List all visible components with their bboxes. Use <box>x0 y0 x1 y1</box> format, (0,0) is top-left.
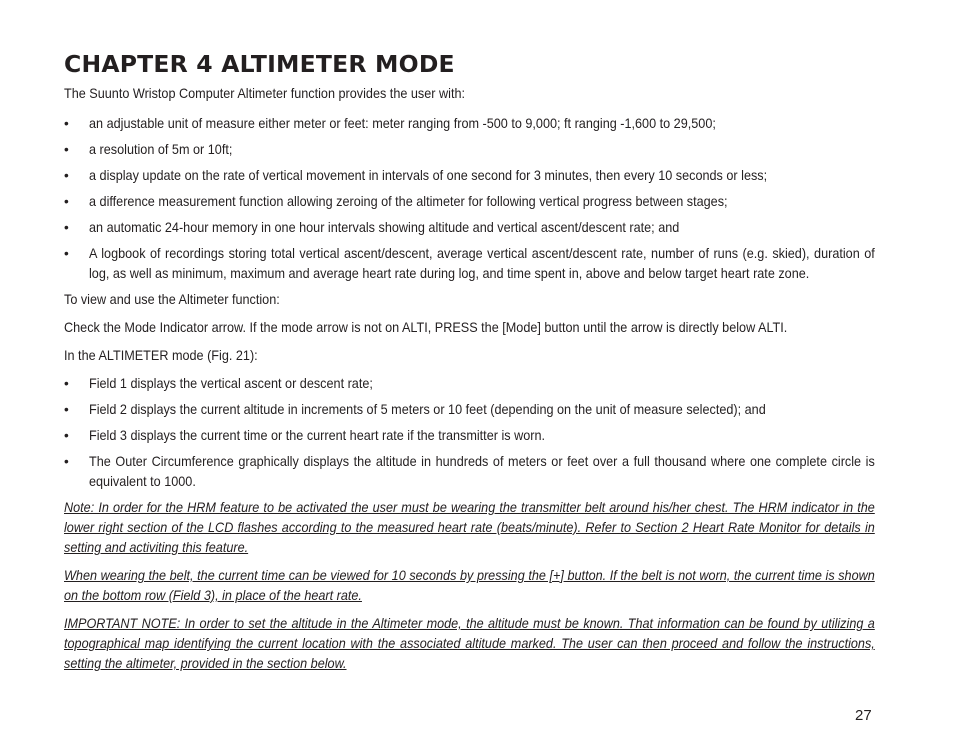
bullet-icon: • <box>64 168 69 183</box>
list-item <box>64 426 875 446</box>
hrm-note: Note: In order for the HRM feature to be activated the user must be wearing the transmitter belt around his/her chest. The HRM indicator in the lower right section of the LCD flashes according to the measured heart rate (beats/minute). Refer to Section 2 Heart Rate Monitor for details in setting and activiting this feature. <box>64 500 875 555</box>
bullet-icon: • <box>64 454 69 469</box>
mode-paragraph: In the ALTIMETER mode (Fig. 21): <box>64 348 258 363</box>
list-item <box>64 192 875 212</box>
list-item <box>64 374 875 394</box>
list-item <box>64 400 875 420</box>
document-page <box>64 50 875 682</box>
field-list <box>64 374 875 492</box>
bullet-icon: • <box>64 376 69 391</box>
list-item <box>64 140 875 160</box>
list-item-text: The Outer Circumference graphically displays the altitude in hundreds of meters or feet over a full thousand where one complete circle is equivalent to 1000. <box>89 454 875 489</box>
feature-list <box>64 114 875 284</box>
list-item <box>64 166 875 186</box>
page-number: 27 <box>855 707 872 724</box>
intro-paragraph: The Suunto Wristop Computer Altimeter function provides the user with: <box>64 86 466 101</box>
view-paragraph: To view and use the Altimeter function: <box>64 292 280 307</box>
list-item-text: Field 3 displays the current time or the current heart rate if the transmitter is worn. <box>89 428 546 443</box>
list-item-text: A logbook of recordings storing total vertical ascent/descent, average vertical ascent/descent rate, number of runs (e.g. skied), duration of log, as well as minimum, maximum and average heart rate during log, and time spent in, above and below target heart rate zone. <box>89 246 875 281</box>
bullet-icon: • <box>64 220 69 235</box>
bullet-icon: • <box>64 402 69 417</box>
bullet-icon: • <box>64 116 69 131</box>
list-item-text: Field 2 displays the current altitude in increments of 5 meters or 10 feet (depending on the unit of measure selected); and <box>89 402 766 417</box>
bullet-icon: • <box>64 246 69 261</box>
bullet-icon: • <box>64 142 69 157</box>
list-item-text: an automatic 24-hour memory in one hour intervals showing altitude and vertical ascent/descent rate; and <box>89 220 680 235</box>
bullet-icon: • <box>64 428 69 443</box>
list-item <box>64 452 875 492</box>
list-item-text: a difference measurement function allowing zeroing of the altimeter for following vertical progress between stages; <box>89 194 728 209</box>
list-item-text: a resolution of 5m or 10ft; <box>89 142 233 157</box>
list-item-text: an adjustable unit of measure either meter or feet: meter ranging from -500 to 9,000; ft ranging -1,600 to 29,500; <box>89 116 716 131</box>
chapter-title: CHAPTER 4 ALTIMETER MODE <box>64 50 455 78</box>
bullet-icon: • <box>64 194 69 209</box>
list-item-text: a display update on the rate of vertical movement in intervals of one second for 3 minutes, then every 10 seconds or less; <box>89 168 768 183</box>
list-item <box>64 114 875 134</box>
list-item-text: Field 1 displays the vertical ascent or descent rate; <box>89 376 373 391</box>
belt-note: When wearing the belt, the current time can be viewed for 10 seconds by pressing the [+] button. If the belt is not worn, the current time is shown on the bottom row (Field 3), in place of the heart rate. <box>64 568 875 603</box>
list-item <box>64 244 875 284</box>
important-note: IMPORTANT NOTE: In order to set the altitude in the Altimeter mode, the altitude must be known. That information can be found by utilizing a topographical map identifying the current location with the associated altitude marked. The user can then proceed and follow the instructions, setting the altimeter, provided in the section below. <box>64 616 875 671</box>
check-paragraph: Check the Mode Indicator arrow. If the mode arrow is not on ALTI, PRESS the [Mode] button until the arrow is directly below ALTI. <box>64 320 788 335</box>
list-item <box>64 218 875 238</box>
